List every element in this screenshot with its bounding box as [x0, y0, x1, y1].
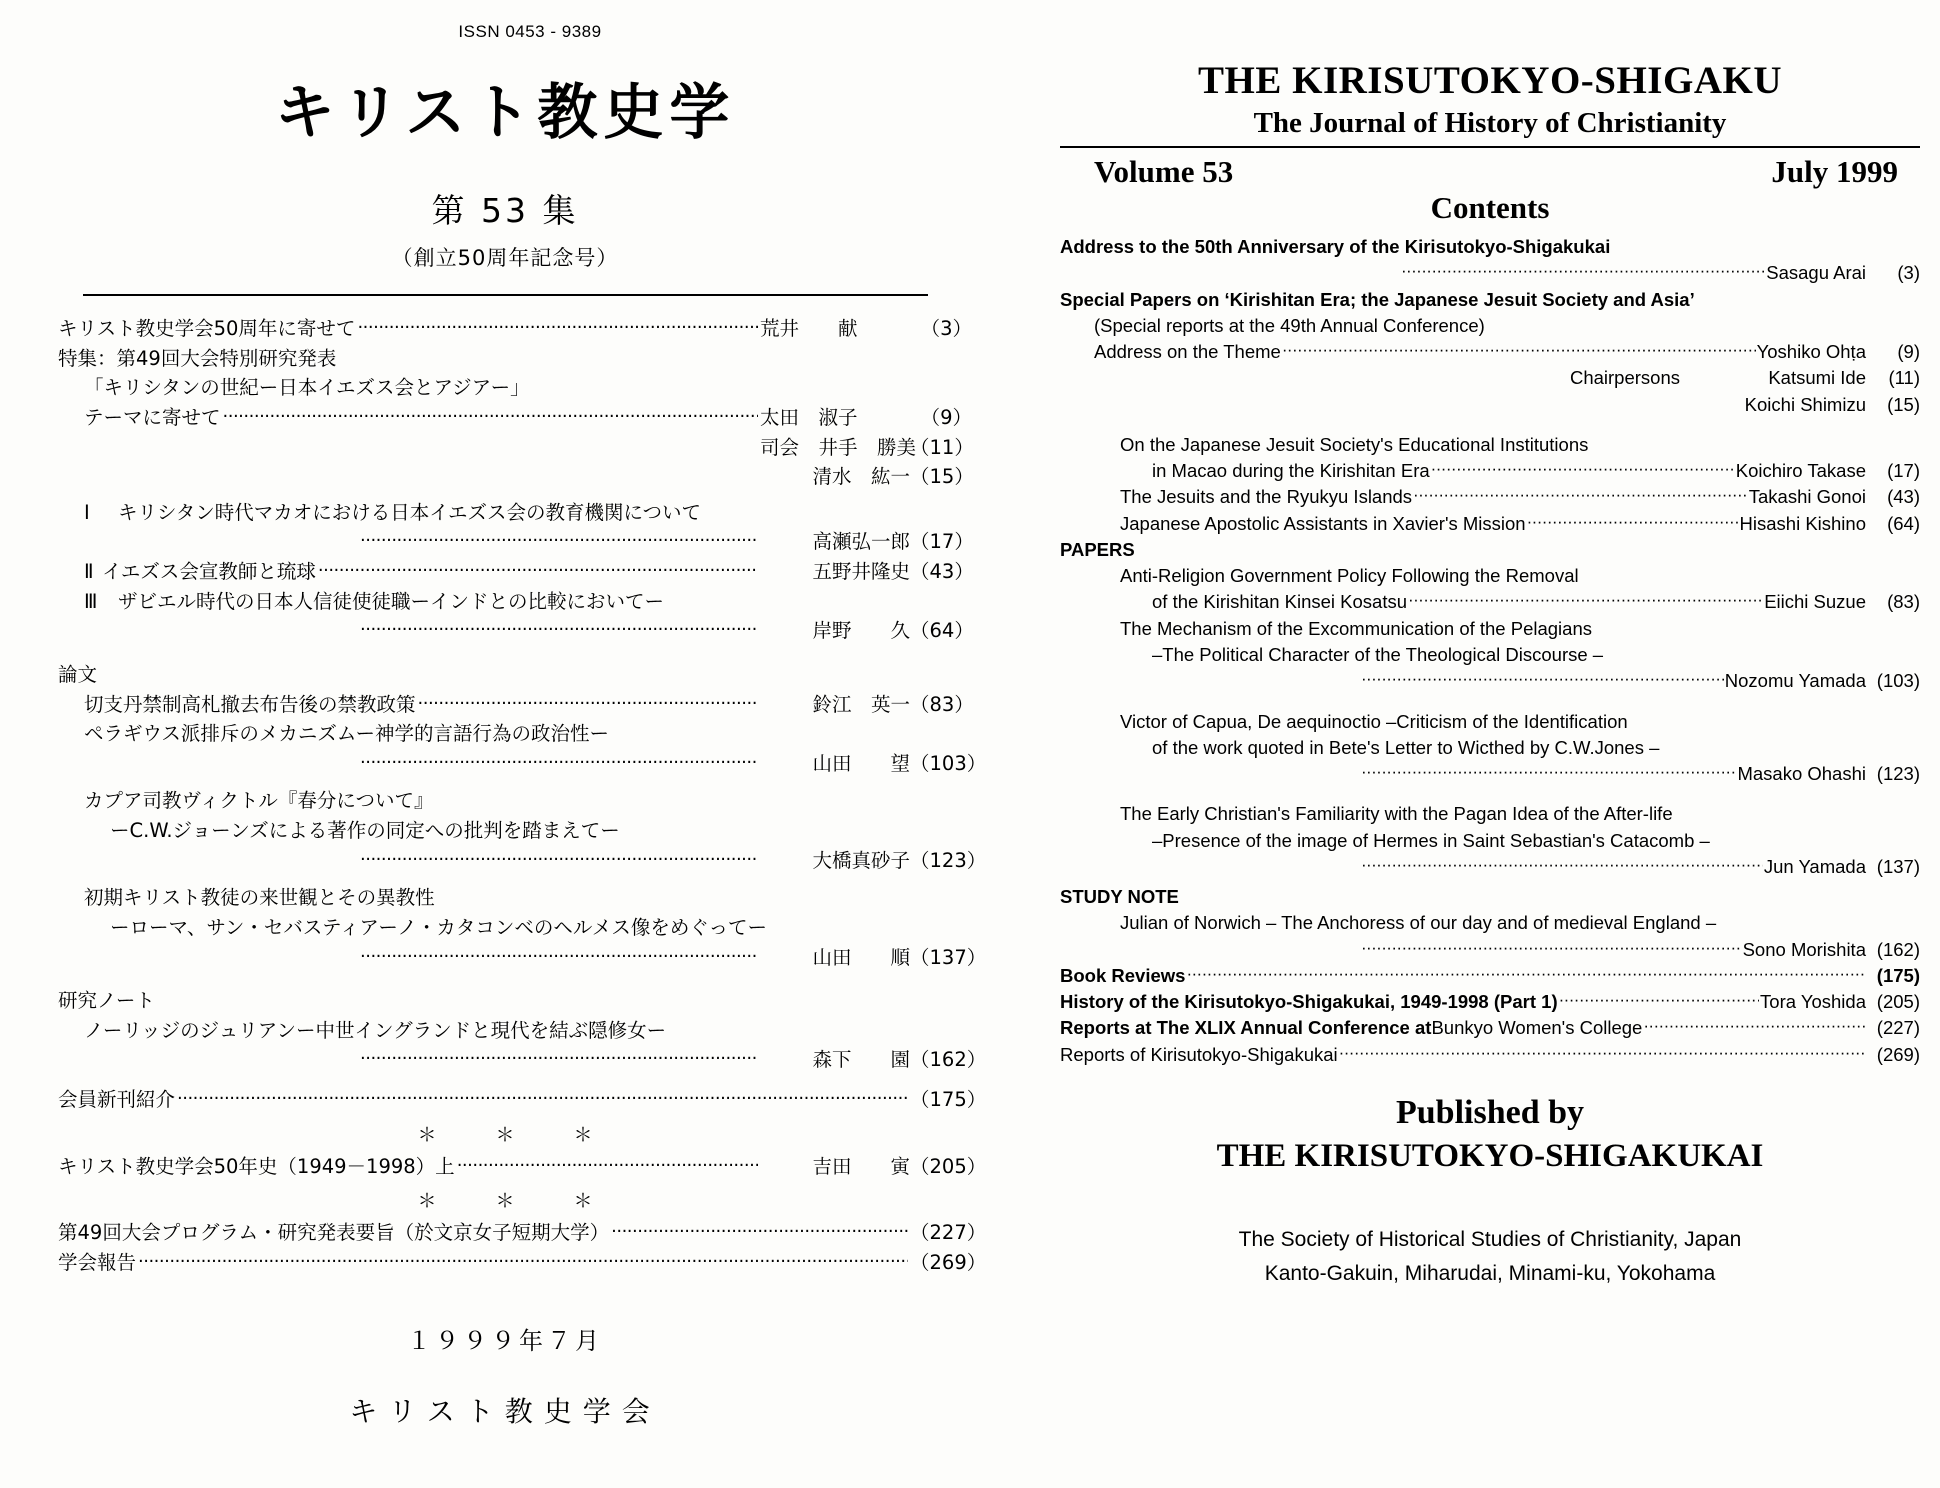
toc-entry-author: 太田 淑子	[760, 405, 858, 429]
toc-entry-page: （162）	[910, 1048, 987, 1072]
toc-entry-title: The Early Christian's Familiarity with the Pagan Idea of the After-life	[1120, 803, 1673, 825]
issn-text: ISSN 0453 - 9389	[458, 22, 602, 41]
toc-entry	[1060, 1042, 1920, 1068]
toc-entry-title: Special Papers on ‘Kirishitan Era; the Japanese Jesuit Society and Asia’	[1060, 288, 1695, 310]
leader-dots	[138, 1248, 908, 1275]
toc-entry	[1120, 432, 1920, 458]
society-name: The Society of Historical Studies of Christianity, Japan	[1238, 1227, 1742, 1251]
toc-entry	[1060, 668, 1920, 694]
toc-entry	[1152, 828, 1920, 854]
leader-dots	[1408, 588, 1763, 612]
toc-entry-author: 五野井隆史	[812, 560, 910, 583]
toc-section-heading	[58, 986, 972, 1016]
toc-entry-page: (103)	[1876, 670, 1920, 692]
leader-dots	[457, 1152, 758, 1179]
toc-entry-author: Sono Morishita	[1742, 938, 1866, 960]
toc-entry	[1120, 563, 1920, 589]
toc-section-heading	[58, 660, 972, 690]
toc-entry	[1120, 616, 1920, 642]
toc-entry-page: （11）	[910, 435, 974, 459]
toc-entry	[1120, 801, 1920, 827]
toc-entry	[84, 498, 972, 528]
toc-entry	[58, 462, 972, 492]
toc-entry-page: (11)	[1888, 367, 1920, 389]
toc-entry	[58, 1045, 987, 1075]
toc-entry-subtitle: (Special reports at the 49th Annual Conference)	[1094, 314, 1485, 336]
society-address	[1060, 1223, 1920, 1290]
toc-section-label: 論文	[58, 662, 98, 686]
japanese-publisher: キリスト教史学会	[349, 1395, 661, 1429]
toc-entry	[1060, 989, 1920, 1015]
toc-entry-author: 荒井 献	[760, 317, 858, 340]
toc-entry-title: Book Reviews	[1060, 964, 1186, 986]
toc-entry-author: Sasagu Arai	[1766, 262, 1866, 284]
toc-entry	[58, 527, 972, 557]
toc-entry-author: 山田 順	[812, 945, 910, 969]
toc-entry-page: (137)	[1876, 855, 1920, 877]
toc-entry-page: (205)	[1876, 991, 1920, 1013]
toc-section-heading	[1060, 884, 1920, 910]
toc-entry-page: （3）	[920, 317, 972, 340]
toc-entry-title: in Macao during the Kirishitan Era	[1152, 460, 1430, 482]
toc-entry-numeral: Ⅲ	[84, 589, 98, 613]
toc-entry-author: 森下 園	[812, 1048, 910, 1072]
leader-dots	[1431, 457, 1735, 481]
toc-entry	[84, 373, 972, 403]
toc-entry-page: （103）	[910, 751, 987, 775]
toc-entry-title: On the Japanese Jesuit Society's Educational Institutions	[1120, 433, 1589, 455]
society-address-line: Kanto-Gakuin, Miharudai, Minami-ku, Yokohama	[1264, 1261, 1716, 1285]
toc-entry	[58, 1152, 987, 1182]
toc-entry-page: （137）	[910, 945, 987, 969]
leader-dots	[1186, 962, 1865, 986]
toc-entry-numeral: Ⅰ	[84, 500, 90, 524]
leader-dots	[318, 557, 758, 584]
toc-entry-subtitle: –The Political Character of the Theological Discourse –	[1152, 643, 1604, 665]
toc-entry-page: （175）	[910, 1088, 987, 1111]
toc-entry-author: 山田 望	[812, 751, 910, 775]
toc-entry-title: The Jesuits and the Ryukyu Islands	[1120, 486, 1413, 508]
toc-entry-page: （9）	[920, 405, 972, 429]
toc-section-label: PAPERS	[1060, 538, 1135, 560]
toc-entry	[84, 403, 972, 433]
toc-entry-title: Address on the Theme	[1094, 341, 1281, 363]
leader-dots	[1643, 1014, 1865, 1038]
japanese-table-of-contents	[58, 314, 987, 1277]
toc-entry-page: (43)	[1887, 486, 1920, 508]
english-date: July 1999	[1771, 154, 1898, 189]
toc-entry	[1060, 1015, 1920, 1041]
toc-entry-title: キリスト教史学会50年史（1949－1998）上	[58, 1154, 455, 1178]
published-by-label: Published by	[1395, 1093, 1585, 1131]
toc-entry	[1120, 910, 1920, 936]
toc-entry-author: Katsumi Ide	[1768, 367, 1866, 389]
toc-entry-title: Victor of Capua, De aequinoctio –Criticism of the Identification	[1120, 710, 1628, 732]
japanese-column	[0, 55, 1010, 1430]
toc-entry	[84, 557, 972, 587]
japanese-volume-note: （創立50周年記念号）	[391, 246, 619, 270]
toc-entry	[58, 749, 987, 779]
toc-entry	[1152, 589, 1920, 615]
english-table-of-contents	[1060, 234, 1920, 1068]
toc-section-heading	[1060, 537, 1920, 563]
toc-entry	[58, 616, 972, 646]
toc-entry	[1060, 761, 1920, 787]
toc-entry	[1152, 458, 1920, 484]
toc-entry-author: Koichiro Takase	[1735, 460, 1866, 482]
leader-dots	[357, 314, 758, 341]
toc-entry-page: (83)	[1887, 591, 1920, 613]
english-journal-subtitle: The Journal of History of Christianity	[1253, 107, 1727, 139]
toc-entry-title: イエズス会宣教師と琉球	[102, 560, 316, 583]
leader-dots	[418, 690, 758, 717]
toc-entry	[1060, 287, 1920, 313]
toc-entry-author: Takashi Gonoi	[1748, 486, 1866, 508]
toc-entry-title: カプア司教ヴィクトル『春分について』	[84, 789, 434, 813]
leader-dots	[1413, 483, 1748, 507]
toc-entry	[84, 690, 972, 720]
toc-entry-page: (227)	[1876, 1017, 1920, 1039]
toc-entry-author: Hisashi Kishino	[1739, 512, 1866, 534]
toc-entry-title: 第49回大会プログラム・研究発表要旨（於文京女子短期大学）	[58, 1221, 610, 1244]
leader-dots	[223, 403, 758, 430]
toc-entry-page: （43）	[910, 560, 974, 583]
toc-entry-title: 初期キリスト教徒の来世観とその異教性	[84, 886, 435, 910]
leader-dots	[1361, 667, 1724, 691]
toc-entry-title: 「キリシタンの世紀ー日本イエズス会とアジアー」	[84, 376, 530, 400]
toc-entry	[1060, 937, 1920, 963]
toc-entry	[84, 719, 972, 749]
toc-entry-author: Tora Yoshida	[1760, 991, 1866, 1013]
toc-entry-page: （64）	[910, 619, 974, 643]
toc-entry	[1060, 365, 1920, 391]
toc-entry-author: 鈴江 英一	[812, 692, 910, 716]
leader-dots	[611, 1218, 908, 1245]
toc-entry	[58, 344, 972, 374]
english-volume-row	[1060, 148, 1920, 192]
toc-entry-title: The Mechanism of the Excommunication of the Pelagians	[1120, 617, 1592, 639]
toc-entry	[58, 943, 987, 973]
toc-entry-page: (269)	[1876, 1043, 1920, 1065]
toc-entry	[1120, 484, 1920, 510]
toc-entry-subtitle: –Presence of the image of Hermes in Saint Sebastian's Catacomb –	[1152, 829, 1710, 851]
toc-entry-title: Reports of Kirisutokyo-Shigakukai	[1060, 1043, 1338, 1065]
toc-entry-title: 会員新刊紹介	[58, 1088, 176, 1111]
toc-entry-page: (15)	[1887, 393, 1920, 415]
toc-entry-author: Eiichi Suzue	[1764, 591, 1866, 613]
toc-entry-title: 学会報告	[58, 1250, 137, 1274]
toc-entry-page: (64)	[1887, 512, 1920, 534]
toc-entry-page: (123)	[1876, 763, 1920, 785]
toc-entry	[1120, 511, 1920, 537]
toc-entry-author: Masako Ohashi	[1737, 763, 1866, 785]
chairpersons-label: Chairpersons	[1569, 367, 1680, 389]
toc-entry	[84, 587, 972, 617]
toc-entry-subtitle: of the work quoted in Bete's Letter to Wicthed by C.W.Jones –	[1152, 736, 1660, 758]
leader-dots	[360, 749, 758, 776]
toc-entry-author: Jun Yamada	[1763, 855, 1866, 877]
toc-entry-author: Yoshiko Ohṭa	[1756, 341, 1866, 363]
toc-entry-author: 清水 紘一	[812, 465, 910, 489]
toc-entry	[58, 1248, 987, 1278]
japanese-volume: 第 53 集	[431, 191, 579, 230]
star-separator: ＊ ＊ ＊	[417, 1190, 613, 1213]
toc-entry-author: 岸野 久	[812, 619, 910, 643]
toc-entry	[1060, 963, 1920, 989]
toc-entry-page: (17)	[1887, 460, 1920, 482]
toc-entry-author: 高瀬弘一郎	[812, 530, 910, 554]
toc-entry-page: （17）	[910, 530, 974, 554]
toc-entry	[1120, 709, 1920, 735]
toc-entry-author: Nozomu Yamada	[1724, 670, 1866, 692]
japanese-publication-date: １９９９年７月	[407, 1327, 603, 1356]
english-contents-heading: Contents	[1430, 190, 1550, 225]
english-publisher: THE KIRISUTOKYO-SHIGAKUKAI	[1216, 1137, 1764, 1174]
leader-dots	[1339, 1041, 1865, 1065]
toc-entry-title: 切支丹禁制高札撤去布告後の禁教政策	[84, 692, 416, 716]
toc-entry-title: キリシタン時代マカオにおける日本イエズス会の教育機関について	[118, 500, 702, 524]
leader-dots	[360, 846, 758, 873]
toc-entry-title: テーマに寄せて	[84, 405, 221, 429]
toc-entry	[58, 846, 987, 876]
toc-entry-title: Julian of Norwich – The Anchoress of our day and of medieval England –	[1120, 912, 1717, 934]
toc-entry	[110, 913, 972, 943]
toc-entry	[1060, 234, 1920, 260]
toc-entry-author: 吉田 寅	[812, 1154, 910, 1178]
toc-entry-page: (175)	[1876, 964, 1920, 986]
toc-entry-title: History of the Kirisutokyo-Shigakukai, 1949-1998 (Part 1)	[1060, 991, 1558, 1013]
toc-entry	[58, 1085, 987, 1115]
toc-entry-page: （15）	[910, 465, 974, 489]
toc-entry	[58, 433, 972, 463]
toc-entry-page: (162)	[1876, 938, 1920, 960]
toc-entry	[110, 816, 972, 846]
toc-entry-author: Koichi Shimizu	[1744, 393, 1866, 415]
toc-entry-title: ザビエル時代の日本人信徒使徒職ーインドとの比較においてー	[118, 589, 665, 613]
toc-entry-title: ノーリッジのジュリアンー中世イングランドと現代を結ぶ隠修女ー	[84, 1018, 667, 1042]
toc-entry-author: 大橋真砂子	[812, 848, 910, 872]
star-separator: ＊ ＊ ＊	[417, 1123, 613, 1146]
leader-dots	[177, 1085, 908, 1112]
leader-dots	[1361, 853, 1763, 877]
toc-entry	[1060, 854, 1920, 880]
toc-entry-subtitle: ーローマ、サン・セバスティアーノ・カタコンベのヘルメス像をめぐってー	[110, 915, 767, 939]
toc-entry-title: 特集：第49回大会特別研究発表	[58, 346, 337, 370]
toc-entry	[58, 314, 972, 344]
toc-entry-page: （83）	[910, 692, 974, 716]
toc-entry	[1094, 339, 1920, 365]
toc-section-label: 研究ノート	[58, 989, 155, 1013]
leader-dots	[1527, 510, 1739, 534]
leader-dots	[360, 943, 758, 970]
toc-entry-numeral: Ⅱ	[84, 560, 94, 583]
toc-entry-author: 司会 井手 勝美	[760, 435, 917, 459]
toc-entry-title: キリスト教史学会50周年に寄せて	[58, 317, 356, 340]
toc-entry-title: Anti-Religion Government Policy Following the Removal	[1120, 565, 1579, 587]
toc-entry-page: (9)	[1897, 341, 1920, 363]
toc-entry	[1060, 260, 1920, 286]
japanese-journal-title: キリスト教史学	[274, 78, 736, 148]
toc-entry-title: Address to the 50th Anniversary of the Kirisutokyo-Shigakukai	[1060, 236, 1611, 257]
english-column	[1060, 58, 1920, 1290]
toc-entry-page: （205）	[910, 1154, 987, 1178]
toc-entry	[84, 1016, 972, 1046]
leader-dots	[1282, 338, 1756, 362]
toc-entry-title: ペラギウス派排斥のメカニズムー神学的言語行為の政治性ー	[84, 722, 609, 746]
toc-entry-subtitle: ーC.W.ジョーンズによる著作の同定への批判を踏まえてー	[110, 819, 620, 842]
toc-entry	[1094, 313, 1920, 339]
toc-entry-title: Japanese Apostolic Assistants in Xavier's Mission	[1120, 512, 1526, 534]
toc-entry-page: (3)	[1897, 262, 1920, 284]
toc-entry	[1060, 392, 1920, 418]
leader-dots	[1401, 259, 1765, 283]
leader-dots	[360, 616, 758, 643]
toc-entry	[84, 786, 972, 816]
toc-section-label: STUDY NOTE	[1060, 886, 1179, 908]
toc-entry	[1152, 735, 1920, 761]
toc-entry-title: of the Kirishitan Kinsei Kosatsu	[1152, 591, 1408, 613]
toc-entry-page: （227）	[910, 1221, 987, 1244]
leader-dots	[1559, 988, 1759, 1012]
leader-dots	[360, 527, 758, 554]
leader-dots	[1361, 936, 1742, 960]
toc-entry	[58, 1218, 987, 1248]
english-journal-title: THE KIRISUTOKYO-SHIGAKU	[1198, 59, 1782, 102]
leader-dots	[360, 1045, 758, 1072]
leader-dots	[1361, 760, 1736, 784]
toc-entry-page: （269）	[910, 1250, 987, 1274]
toc-entry	[1152, 642, 1920, 668]
toc-entry-page: （123）	[910, 848, 987, 872]
english-volume: Volume 53	[1094, 154, 1234, 189]
toc-entry-title-suffix: Bunkyo Women's College	[1431, 1017, 1643, 1039]
toc-entry-title: Reports at The XLIX Annual Conference at	[1060, 1017, 1432, 1039]
toc-entry	[84, 883, 972, 913]
japanese-divider	[83, 294, 928, 296]
